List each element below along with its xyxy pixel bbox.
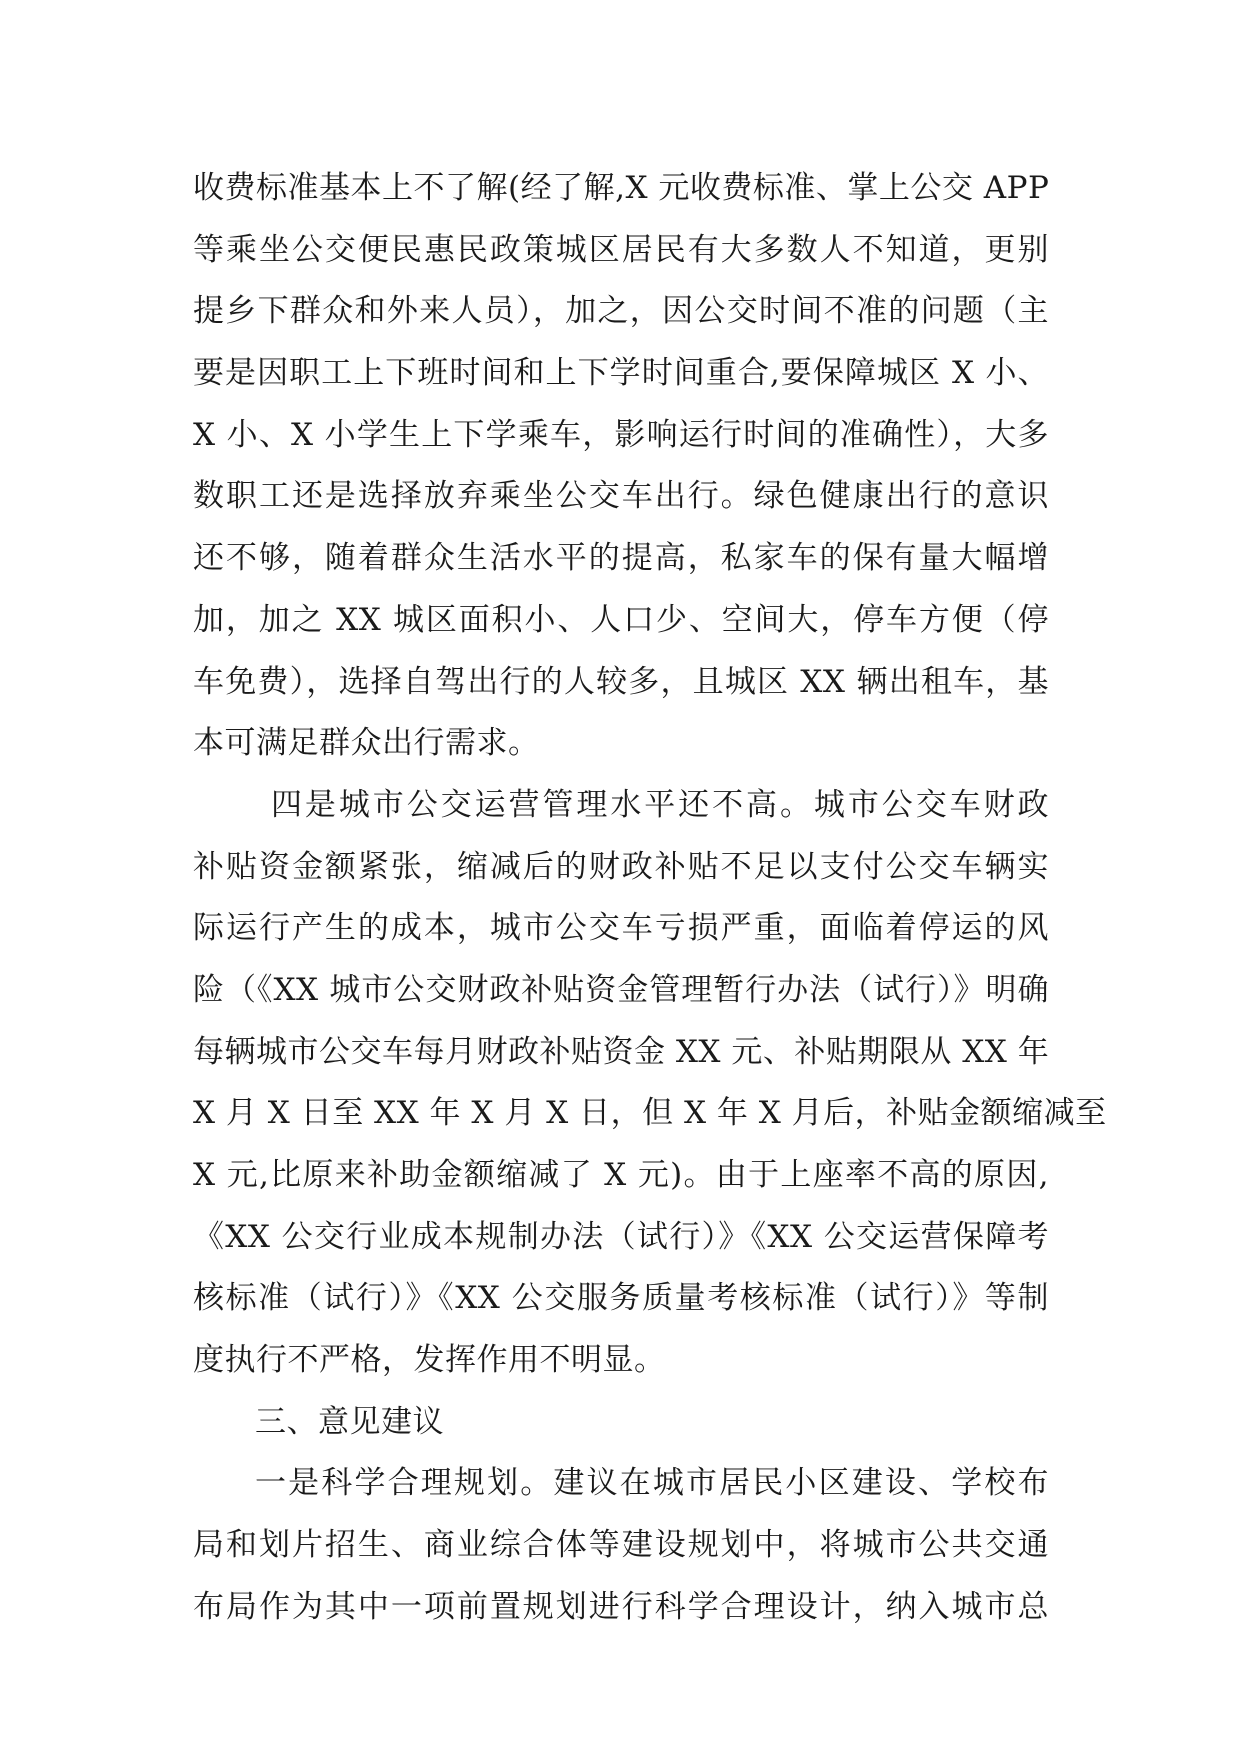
body-line-5: X 小、X 小学生上下学乘车，影响运行时间的准确性），大多 [193, 416, 1049, 453]
body-line-3: 提乡下群众和外来人员），加之，因公交时间不准的问题（主 [193, 293, 1049, 330]
body-line-8: 加，加之 XX 城区面积小、人口少、空间大，停车方便（停 [193, 601, 1049, 638]
body-line-2: 等乘坐公交便民惠民政策城区居民有大多数人不知道，更别 [193, 231, 1049, 268]
body-line-6: 数职工还是选择放弃乘坐公交车出行。绿色健康出行的意识 [193, 478, 1049, 515]
body-line-7: 还不够，随着群众生活水平的提高，私家车的保有量大幅增 [193, 540, 1049, 577]
paragraph-four-line-8: 《XX 公交行业成本规制办法（试行）》《XX 公交运营保障考 [193, 1218, 1049, 1255]
body-line-4: 要是因职工上下班时间和上下学时间重合,要保障城区 X 小、 [193, 355, 1049, 392]
body-line-1: 收费标准基本上不了解(经了解,X 元收费标准、掌上公交 APP [193, 170, 1050, 206]
paragraph-four-line-1: 四是城市公交运营管理水平还不高。城市公交车财政 [271, 786, 1049, 823]
suggestion-one-line-3: 布局作为其中一项前置规划进行科学合理设计，纳入城市总 [193, 1588, 1049, 1625]
section-heading: 三、意见建议 [255, 1403, 444, 1440]
paragraph-four-line-7: X 元,比原来补助金额缩减了 X 元)。由于上座率不高的原因, [193, 1157, 1049, 1193]
document-body [193, 158, 1107, 1639]
paragraph-four-line-4: 险（《XX 城市公交财政补贴资金管理暂行办法（试行）》明确 [193, 971, 1049, 1008]
suggestion-one-line-1: 一是科学合理规划。建议在城市居民小区建设、学校布 [255, 1465, 1049, 1502]
paragraph-four-line-5: 每辆城市公交车每月财政补贴资金 XX 元、补贴期限从 XX 年 [193, 1033, 1050, 1070]
paragraph-four-line-10: 度执行不严格，发挥作用不明显。 [193, 1342, 666, 1379]
paragraph-four-line-2: 补贴资金额紧张，缩减后的财政补贴不足以支付公交车辆实 [193, 848, 1049, 885]
body-line-10: 本可满足群众出行需求。 [193, 725, 540, 762]
paragraph-four-line-9: 核标准（试行）》《XX 公交服务质量考核标准（试行）》等制 [193, 1280, 1049, 1317]
paragraph-four-line-3: 际运行产生的成本，城市公交车亏损严重，面临着停运的风 [193, 910, 1049, 947]
suggestion-one-line-2: 局和划片招生、商业综合体等建设规划中，将城市公共交通 [193, 1527, 1049, 1564]
body-line-9: 车免费），选择自驾出行的人较多，且城区 XX 辆出租车，基 [193, 663, 1049, 700]
paragraph-four-line-6: X 月 X 日至 XX 年 X 月 X 日，但 X 年 X 月后，补贴金额缩减至 [193, 1095, 1107, 1132]
